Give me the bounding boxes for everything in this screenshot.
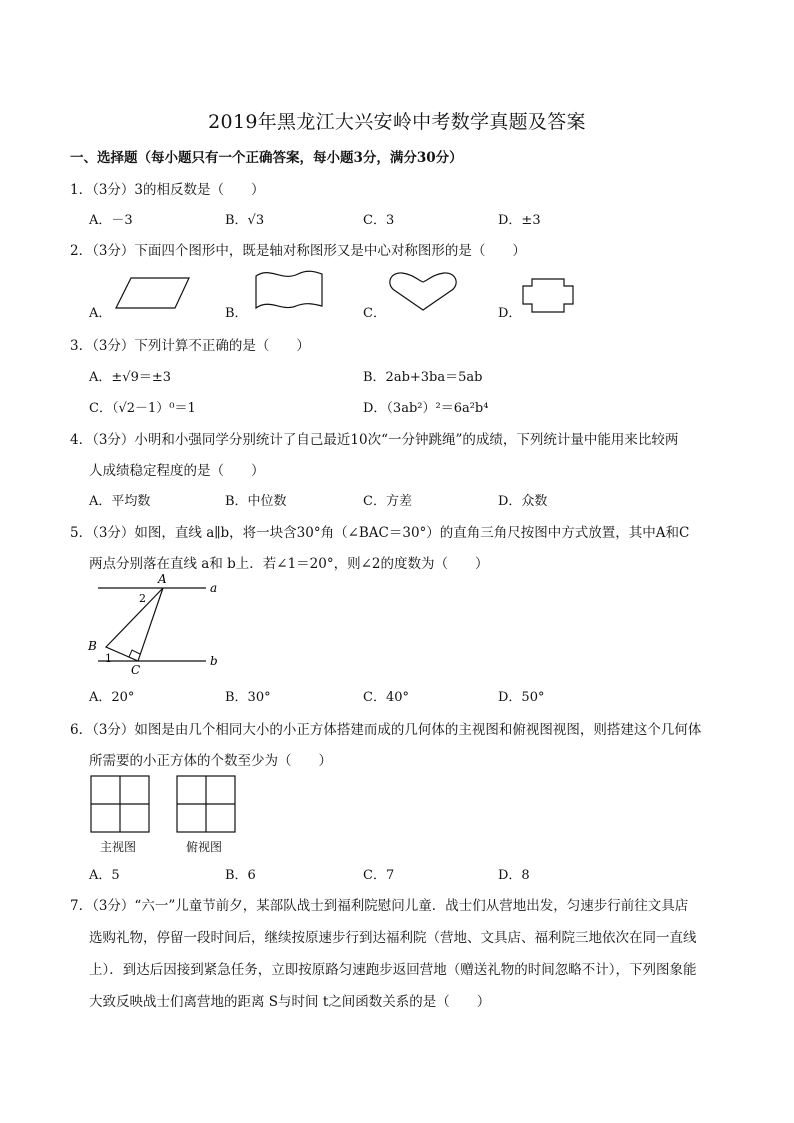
q6-option-d: D．8 bbox=[498, 868, 530, 883]
point-a-label: A bbox=[158, 572, 167, 586]
q5-option-c: C．40° bbox=[363, 690, 409, 705]
section-heading: 一、选择题（每小题只有一个正确答案，每小题3分，满分30分） bbox=[70, 150, 463, 166]
question-2-stem: 2．（3分）下面四个图形中，既是轴对称图形又是中心对称图形的是（ ） bbox=[70, 243, 526, 259]
q4-option-b: B．中位数 bbox=[225, 494, 287, 509]
q5-option-d: D．50° bbox=[498, 690, 545, 705]
top-view-grid bbox=[175, 774, 239, 836]
point-b-label: B bbox=[88, 639, 97, 653]
question-7-line1: 7．（3分）“六一”儿童节前夕，某部队战士到福利院慰问儿童．战士们从营地出发，匀速步行前往文具店 bbox=[70, 898, 689, 914]
q1-option-d: D．±3 bbox=[498, 213, 541, 228]
parallelogram-figure bbox=[113, 274, 193, 312]
q4-option-a: A．平均数 bbox=[89, 494, 151, 509]
q3-option-a: A．±√9＝±3 bbox=[89, 370, 171, 385]
q4-option-d: D．众数 bbox=[498, 494, 548, 509]
q6-option-a: A．5 bbox=[89, 868, 120, 883]
q1-option-b: B．√3 bbox=[225, 213, 265, 228]
right-angle-mark bbox=[129, 650, 140, 657]
q1-option-c: C．3 bbox=[363, 213, 395, 228]
q6-option-c: C．7 bbox=[363, 868, 395, 883]
q4-option-c: C．方差 bbox=[363, 494, 412, 509]
point-c-label: C bbox=[131, 663, 141, 677]
question-1-stem: 1．（3分）3的相反数是（ ） bbox=[70, 182, 265, 198]
q2-label-a: A． bbox=[89, 306, 112, 321]
question-3-stem: 3．（3分）下列计算不正确的是（ ） bbox=[70, 338, 310, 354]
q6-option-b: B．6 bbox=[225, 868, 256, 883]
question-5-stem-line1: 5．（3分）如图，直线 a∥b，将一块含30°角（∠BAC＝30°）的直角三角尺按图中方式放置，其中A和C bbox=[70, 525, 690, 541]
triangle-abc bbox=[106, 588, 163, 661]
q3-option-c: C．（√2－1）⁰＝1 bbox=[89, 401, 196, 416]
heart-figure bbox=[386, 270, 460, 314]
question-4-stem-line1: 4．（3分）小明和小强同学分别统计了自己最近10次“一分钟跳绳”的成绩，下列统计量中能用来比较两 bbox=[70, 432, 679, 448]
top-view-label: 俯视图 bbox=[186, 840, 223, 854]
angle-1-label: 1 bbox=[105, 652, 112, 665]
line-b-label: b bbox=[210, 654, 218, 668]
question-5-stem-line2: 两点分别落在直线 a和 b上．若∠1＝20°，则∠2的度数为（ ） bbox=[89, 556, 489, 572]
question-4-stem-line2: 人成绩稳定程度的是（ ） bbox=[89, 463, 265, 479]
front-view-label: 主视图 bbox=[100, 840, 137, 854]
parallel-lines-triangle-figure bbox=[84, 570, 234, 678]
cross-shape-figure bbox=[520, 276, 576, 316]
q5-option-a: A．20° bbox=[89, 690, 135, 705]
angle-2-label: 2 bbox=[139, 592, 146, 605]
q1-option-a: A．－3 bbox=[89, 213, 133, 228]
q2-label-c: C． bbox=[363, 306, 386, 321]
front-view-grid bbox=[89, 774, 153, 836]
question-6-stem-line1: 6．（3分）如图是由几个相同大小的小正方体搭建而成的几何体的主视图和俯视图视图，则搭建这个几何体 bbox=[70, 722, 702, 738]
question-6-stem-line2: 所需要的小正方体的个数至少为（ ） bbox=[89, 753, 332, 769]
question-7-line3: 上）．到达后因接到紧急任务，立即按原路匀速跑步返回营地（赠送礼物的时间忽略不计），下列图象能 bbox=[89, 962, 697, 978]
page-title: 2019年黑龙江大兴安岭中考数学真题及答案 bbox=[208, 111, 586, 133]
q5-option-b: B．30° bbox=[225, 690, 271, 705]
wavy-flag-figure bbox=[252, 266, 326, 312]
q3-option-d: D．（3ab²）²＝6a²b⁴ bbox=[363, 401, 489, 416]
line-a-label: a bbox=[210, 581, 218, 595]
question-7-line4: 大致反映战士们离营地的距离 S与时间 t之间函数关系的是（ ） bbox=[89, 994, 491, 1010]
q3-option-b: B．2ab+3ba＝5ab bbox=[363, 370, 483, 385]
question-7-line2: 选购礼物，停留一段时间后，继续按原速步行到达福利院（营地、文具店、福利院三地依次在同一直线 bbox=[89, 930, 697, 946]
q2-label-b: B． bbox=[225, 306, 248, 321]
q2-label-d: D． bbox=[498, 306, 522, 321]
